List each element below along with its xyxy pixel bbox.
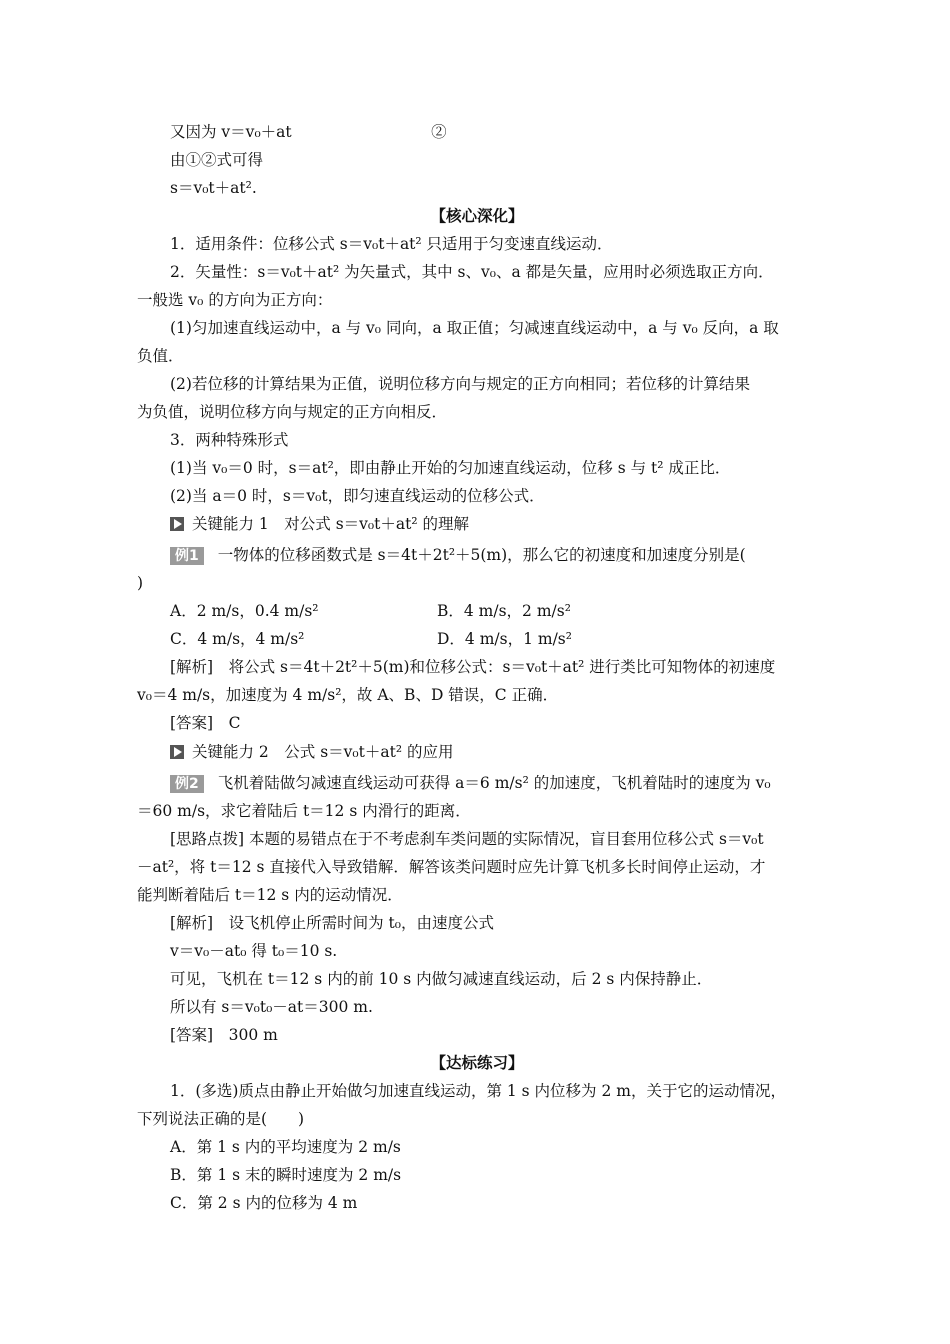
text-line: 为负值，说明位移方向与规定的正方向相反． <box>137 403 448 421</box>
text-line: 一般选 v₀ 的方向为正方向： <box>137 291 333 309</box>
text-line: －at²，将 t＝12 s 直接代入导致错解．解答该类问题时应先计算飞机多长时间停止运动，才 <box>137 858 766 876</box>
key-ability-2: 关键能力 2 公式 s＝v₀t＋at² 的应用 <box>170 742 453 762</box>
text-line: v＝v₀－at₀ 得 t₀＝10 s. <box>170 942 338 960</box>
text-line: s＝v₀t＋at². <box>170 179 257 197</box>
practice-option-c: C．第 2 s 内的位移为 4 m <box>170 1194 358 1212</box>
text-line: (2)若位移的计算结果为正值，说明位移方向与规定的正方向相同；若位移的计算结果 <box>170 375 750 393</box>
text-line: [解析] 设飞机停止所需时间为 t₀，由速度公式 <box>170 914 494 932</box>
text-line: 1．(多选)质点由静止开始做匀加速直线运动，第 1 s 内位移为 2 m，关于它的运动情况， <box>170 1082 786 1100</box>
practice-option-b: B．第 1 s 末的瞬时速度为 2 m/s <box>170 1166 402 1184</box>
answer-1: [答案] C <box>170 714 241 732</box>
option-c: C．4 m/s，4 m/s² <box>170 630 305 648</box>
answer-2: [答案] 300 m <box>170 1026 278 1044</box>
section-heading-core: 【核心深化】 <box>430 206 524 225</box>
text-line: v₀＝4 m/s，加速度为 4 m/s²，故 A、B、D 错误，C 正确． <box>137 686 559 704</box>
text-line: 下列说法正确的是( ) <box>137 1110 305 1128</box>
text-line: ) <box>137 574 144 592</box>
practice-option-a: A．第 1 s 内的平均速度为 2 m/s <box>170 1138 401 1156</box>
text-line: 由①②式可得 <box>170 151 264 169</box>
example-1-stem: 例1 一物体的位移函数式是 s＝4t＋2t²＋5(m)，那么它的初速度和加速度分别是( <box>170 545 746 565</box>
text-line: 2．矢量性：s＝v₀t＋at² 为矢量式，其中 s、v₀、a 都是矢量，应用时必须选取正方向． <box>170 263 774 281</box>
text-line: 可见，飞机在 t＝12 s 内的前 10 s 内做匀减速直线运动，后 2 s 内保持静止． <box>170 970 713 988</box>
text-line: 又因为 v＝v₀＋at ② <box>170 123 447 141</box>
text-line: (1)当 v₀＝0 时，s＝at²，即由静止开始的匀加速直线运动，位移 s 与 t² 成正比． <box>170 459 731 477</box>
text-line: (1)匀加速直线运动中，a 与 v₀ 同向，a 取正值；匀减速直线运动中，a 与 v₀ 反向，a 取 <box>170 319 779 337</box>
play-triangle-icon <box>170 745 184 759</box>
example-badge: 例2 <box>170 775 204 793</box>
text-line: [解析] 将公式 s＝4t＋2t²＋5(m)和位移公式：s＝v₀t＋at² 进行类比可知物体的初速度 <box>170 658 776 676</box>
key-ability-1: 关键能力 1 对公式 s＝v₀t＋at² 的理解 <box>170 514 469 534</box>
text-line: ＝60 m/s，求它着陆后 t＝12 s 内滑行的距离． <box>137 802 471 820</box>
text-line: (2)当 a＝0 时，s＝v₀t，即匀速直线运动的位移公式． <box>170 487 545 505</box>
example-badge: 例1 <box>170 547 204 565</box>
text-line: 1．适用条件：位移公式 s＝v₀t＋at² 只适用于匀变速直线运动． <box>170 235 613 253</box>
example-2-stem: 例2 飞机着陆做匀减速直线运动可获得 a＝6 m/s² 的加速度，飞机着陆时的速度为 v₀ <box>170 773 771 793</box>
option-d: D．4 m/s，1 m/s² <box>437 630 572 648</box>
text-line: 所以有 s＝v₀t₀－at＝300 m. <box>170 998 373 1016</box>
option-b: B．4 m/s，2 m/s² <box>437 602 571 620</box>
text-line: 3．两种特殊形式 <box>170 431 289 449</box>
play-triangle-icon <box>170 517 184 531</box>
text-line: 负值． <box>137 347 184 365</box>
option-a: A．2 m/s，0.4 m/s² <box>170 602 319 620</box>
text-line: [思路点拨] 本题的易错点在于不考虑刹车类问题的实际情况，盲目套用位移公式 s＝v₀t <box>170 830 764 848</box>
section-heading-practice: 【达标练习】 <box>430 1053 524 1072</box>
text-line: 能判断着陆后 t＝12 s 内的运动情况． <box>137 886 403 904</box>
